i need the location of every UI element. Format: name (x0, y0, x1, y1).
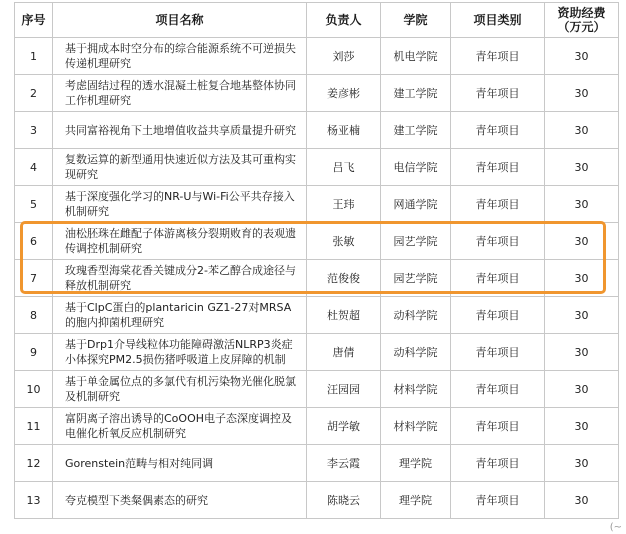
cell-title: 玫瑰香型海棠花香关键成分2-苯乙醇合成途径与释放机制研究 (53, 260, 307, 297)
cell-title: 复数运算的新型通用快速近似方法及其可重构实现研究 (53, 149, 307, 186)
cell-fund: 30 (545, 334, 619, 371)
cell-title: 考虑固结过程的透水混凝土桩复合地基整体协同工作机理研究 (53, 75, 307, 112)
cell-college: 理学院 (381, 482, 451, 519)
cell-type: 青年项目 (451, 223, 545, 260)
cell-college: 园艺学院 (381, 223, 451, 260)
cell-type: 青年项目 (451, 149, 545, 186)
cell-num: 12 (15, 445, 53, 482)
cell-lead: 吕飞 (307, 149, 381, 186)
cell-num: 10 (15, 371, 53, 408)
header-title: 项目名称 (53, 3, 307, 38)
cell-num: 11 (15, 408, 53, 445)
cell-num: 4 (15, 149, 53, 186)
table-row (15, 334, 619, 371)
cell-college: 材料学院 (381, 408, 451, 445)
cell-num: 3 (15, 112, 53, 149)
corner-mark: (~ (609, 522, 622, 533)
cell-fund: 30 (545, 297, 619, 334)
cell-college: 材料学院 (381, 371, 451, 408)
cell-lead: 汪园园 (307, 371, 381, 408)
cell-fund: 30 (545, 223, 619, 260)
cell-title: 基于ClpC蛋白的plantaricin GZ1-27对MRSA的胞内抑菌机理研究 (53, 297, 307, 334)
table-row (15, 408, 619, 445)
cell-lead: 姜彦彬 (307, 75, 381, 112)
cell-title: 基于Drp1介导线粒体功能障碍激活NLRP3炎症小体探究PM2.5损伤猪呼吸道上皮屏障的机制 (53, 334, 307, 371)
cell-fund: 30 (545, 445, 619, 482)
cell-lead: 李云霞 (307, 445, 381, 482)
table-row (15, 149, 619, 186)
cell-type: 青年项目 (451, 408, 545, 445)
cell-college: 理学院 (381, 445, 451, 482)
cell-lead: 杜贺超 (307, 297, 381, 334)
cell-title: 共同富裕视角下土地增值收益共享质量提升研究 (53, 112, 307, 149)
cell-fund: 30 (545, 482, 619, 519)
cell-title: 油松胚珠在雌配子体游离核分裂期败育的表观遗传调控机制研究 (53, 223, 307, 260)
table-row (15, 297, 619, 334)
table-row (15, 445, 619, 482)
cell-fund: 30 (545, 408, 619, 445)
table-header-row (15, 3, 619, 38)
cell-title: 基于拥成本时空分布的综合能源系统不可逆损失传递机理研究 (53, 38, 307, 75)
cell-num: 9 (15, 334, 53, 371)
cell-title: Gorenstein范畴与相对纯同调 (53, 445, 307, 482)
cell-lead: 范俊俊 (307, 260, 381, 297)
header-fund: 资助经费（万元） (545, 3, 619, 38)
cell-type: 青年项目 (451, 297, 545, 334)
cell-fund: 30 (545, 149, 619, 186)
cell-fund: 30 (545, 38, 619, 75)
cell-lead: 胡学敏 (307, 408, 381, 445)
header-num: 序号 (15, 3, 53, 38)
cell-type: 青年项目 (451, 482, 545, 519)
cell-type: 青年项目 (451, 334, 545, 371)
cell-title: 基于单金属位点的多氯代有机污染物光催化脱氯及机制研究 (53, 371, 307, 408)
cell-lead: 张敏 (307, 223, 381, 260)
cell-college: 园艺学院 (381, 260, 451, 297)
cell-fund: 30 (545, 260, 619, 297)
header-college: 学院 (381, 3, 451, 38)
cell-num: 13 (15, 482, 53, 519)
cell-title: 富阴离子溶出诱导的CoOOH电子态深度调控及电催化析氧反应机制研究 (53, 408, 307, 445)
cell-fund: 30 (545, 112, 619, 149)
cell-type: 青年项目 (451, 38, 545, 75)
cell-num: 6 (15, 223, 53, 260)
cell-college: 动科学院 (381, 334, 451, 371)
funding-table (14, 2, 619, 519)
table-row-highlighted (15, 223, 619, 260)
cell-num: 1 (15, 38, 53, 75)
cell-type: 青年项目 (451, 445, 545, 482)
cell-lead: 王玮 (307, 186, 381, 223)
table-row (15, 38, 619, 75)
cell-num: 5 (15, 186, 53, 223)
cell-college: 动科学院 (381, 297, 451, 334)
cell-title: 夸克模型下类粲偶素态的研究 (53, 482, 307, 519)
table-row-highlighted (15, 260, 619, 297)
header-type: 项目类别 (451, 3, 545, 38)
cell-type: 青年项目 (451, 75, 545, 112)
cell-num: 8 (15, 297, 53, 334)
table-row (15, 371, 619, 408)
cell-num: 7 (15, 260, 53, 297)
cell-type: 青年项目 (451, 371, 545, 408)
cell-fund: 30 (545, 371, 619, 408)
cell-college: 网通学院 (381, 186, 451, 223)
cell-title: 基于深度强化学习的NR-U与Wi-Fi公平共存接入机制研究 (53, 186, 307, 223)
table-row (15, 482, 619, 519)
table-body (15, 38, 619, 519)
cell-college: 建工学院 (381, 75, 451, 112)
cell-college: 建工学院 (381, 112, 451, 149)
cell-fund: 30 (545, 186, 619, 223)
cell-college: 电信学院 (381, 149, 451, 186)
cell-college: 机电学院 (381, 38, 451, 75)
header-lead: 负责人 (307, 3, 381, 38)
cell-type: 青年项目 (451, 260, 545, 297)
table-row (15, 112, 619, 149)
cell-num: 2 (15, 75, 53, 112)
table-row (15, 186, 619, 223)
cell-type: 青年项目 (451, 112, 545, 149)
cell-lead: 唐倩 (307, 334, 381, 371)
table-row (15, 75, 619, 112)
cell-lead: 杨亚楠 (307, 112, 381, 149)
cell-lead: 刘莎 (307, 38, 381, 75)
cell-type: 青年项目 (451, 186, 545, 223)
cell-fund: 30 (545, 75, 619, 112)
cell-lead: 陈晓云 (307, 482, 381, 519)
